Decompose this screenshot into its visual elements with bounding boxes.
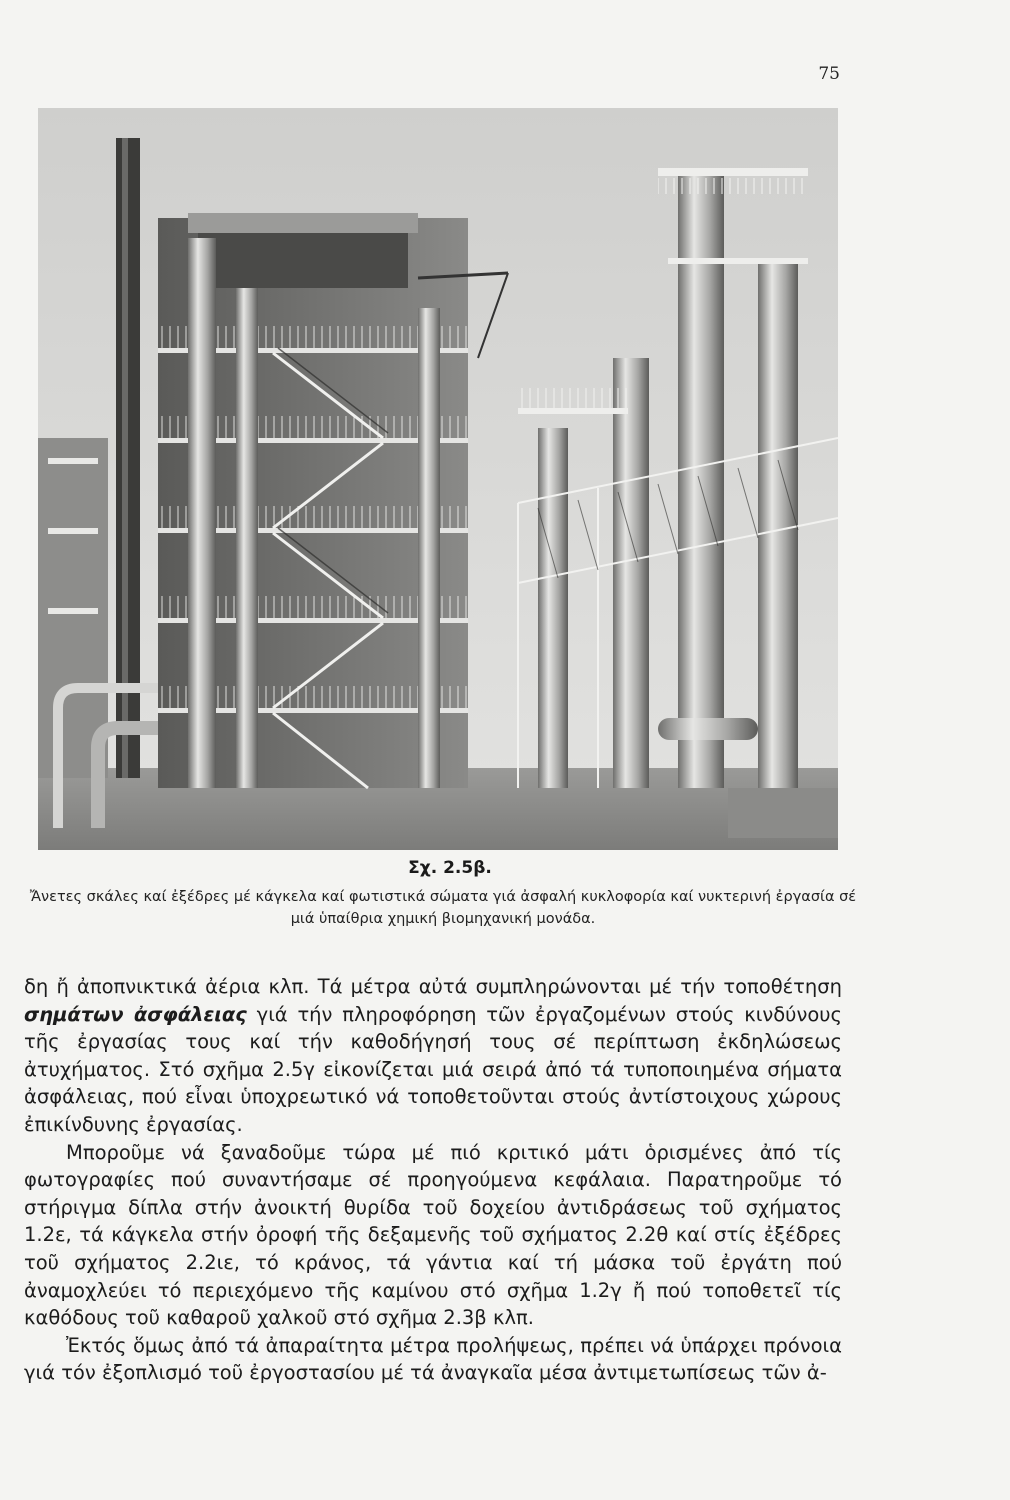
industrial-plant-photo bbox=[38, 108, 838, 850]
paragraph-2: Μποροῦμε νά ξαναδοῦμε τώρα μέ πιό κριτικό μάτι ὁρισμένες ἀπό τίς φωτογραφίες πού συναντήσαμε σέ προηγούμενα κεφάλαια. Παρατηροῦμε τό στήριγμα δίπλα στήν ἀνοικτή θυρίδα τοῦ δοχείου ἀντιδράσεως τοῦ σχήματος 1.2ε, τά κάγκελα στήν ὀροφή τῆς δεξαμενῆς τοῦ σχήματος 2.2θ καί στίς ἐξέδρες τοῦ σχήματος 2.2ιε, τό κράνος, τά γάντια καί τή μάσκα τοῦ ἐργάτη πού ἀναμοχλεύει τό περιεχόμενο τῆς καμίνου στό σχῆμα 1.2γ ἤ πού τοποθετεῖ τίς καθόδους τοῦ καθαροῦ χαλκοῦ στό σχῆμα 2.3β κλπ. bbox=[24, 1140, 842, 1330]
body-text bbox=[24, 973, 842, 1387]
paragraph-3: Ἐκτός ὅμως ἀπό τά ἀπαραίτητα μέτρα προλήψεως, πρέπει νά ὑπάρχει πρόνοια γιά τόν ἐξοπλισμό τοῦ ἐργοστασίου μέ τά ἀναγκαῖα μέσα ἀντιμετωπίσεως τῶν ἀ- bbox=[24, 1333, 842, 1385]
page-number: 75 bbox=[818, 64, 840, 84]
paragraph-1-end: γιά τήν πληροφόρηση τῶν ἐργαζομένων στούς κινδύνους τῆς ἐργασίας τους καί τήν καθοδήγησή τους σέ περίπτωση ἐκδηλώσεως ἀτυχήματος. Στό σχῆμα 2.5γ εἰκονίζεται μιά σειρά ἀπό τά τυποποιημένα σήματα ἀσφάλειας, πού εἶναι ὑποχρεωτικό νά τοποθετοῦνται στούς ἀντίστοιχους χώρους ἐπικίνδυνης ἐργασίας. bbox=[24, 1002, 842, 1136]
safety-signs-emphasis: σημάτων ἀσφάλειας bbox=[24, 1002, 247, 1026]
paragraph-1 bbox=[24, 973, 842, 1139]
paragraph-1-start: δη ἤ ἀποπνικτικά ἀέρια κλπ. Τά μέτρα αὐτά συμπληρώνονται μέ τήν τοποθέτηση bbox=[24, 975, 842, 998]
figure-label: Σχ. 2.5β. bbox=[408, 858, 492, 878]
figure-caption: Ἄνετες σκάλες καί ἐξέδρες μέ κάγκελα καί φωτιστικά σώματα γιά ἀσφαλή κυκλοφορία καί νυκτερινή ἐργασία σέ μιά ὑπαίθρια χημική βιομηχανική μονάδα. bbox=[29, 889, 857, 927]
